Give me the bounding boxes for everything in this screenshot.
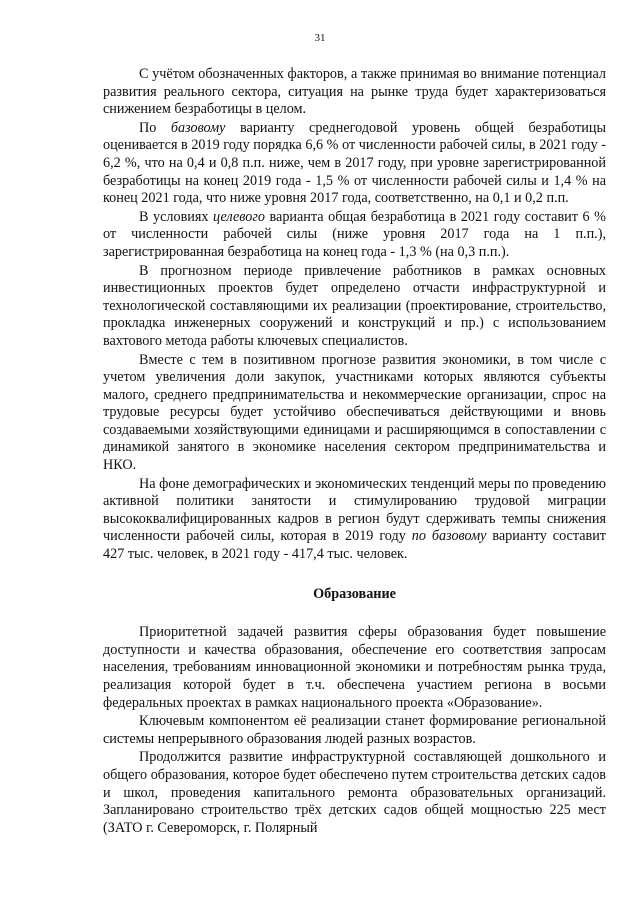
paragraph-text: варианту среднегодовой уровень общей безработицы оценивается в 2019 году порядка 6,6 % от численности рабочей силы, в 2021 году - 6,2 %, что на 0,4 и 0,8 п.п. ниже, чем в 2017 году, при уровне зарегистрированной безработицы на конец 2019 года - 1,5 % от численности рабочей силы и 1,4 % на конец 2021 года, что ниже уровня 2017 года, соответственно, на 0,1 и 0,2 п.п. [103,119,606,207]
paragraph-base-variant [103,120,606,208]
section-heading-education: Образование [313,585,396,602]
paragraph-text: На фоне демографических и экономических тенденций меры по проведению активной политики занятости и стимулированию трудовой миграции высококвалифицированных кадров в регион будут сдерживать темпы снижения численности рабочей силы, которая в 2019 году [103,475,606,545]
paragraph-education-priority: Приоритетной задачей развития сферы образования будет повышение доступности и качества образования, обеспечение его соответствия запросам населения, требованиям инновационной экономики и потребностям рынка труда, реализация которой будет в т.ч. обеспечена участием региона в восьми федеральных проектах в рамках национального проекта «Образование». [103,624,606,711]
document-body [103,66,606,837]
paragraph-infrastructure-development: Продолжится развитие инфраструктурной составляющей дошкольного и общего образования, которое будет обеспечено путем строительства детских садов и школ, проведения капитального ремонта образовательных организаций. Запланировано строительство трёх детских садов общей мощностью 225 мест (ЗАТО г. Североморск, г. Полярный [103,749,606,836]
paragraph-demographic-trends [103,476,606,564]
paragraph-key-component: Ключевым компонентом её реализации станет формирование региональной системы непрерывного образования людей разных возрастов. [103,713,606,747]
page-number: 31 [314,32,326,44]
paragraph-labor-market-outlook: С учётом обозначенных факторов, а также принимая во внимание потенциал развития реального сектора, ситуация на рынке труда будет характеризоваться снижением безработицы в целом. [103,66,606,118]
paragraph-text: варианту составит 427 тыс. человек, в 2021 году - 417,4 тыс. человек. [103,528,607,563]
italic-term: базовому [170,119,226,136]
paragraph-positive-forecast: Вместе с тем в позитивном прогнозе развития экономики, в том числе с учетом увеличения доли закупок, участниками которых являются субъекты малого, среднего предпринимательства и некоммерческие организации, спрос на трудовые ресурсы будет устойчиво обеспечиваться действующими и вновь создаваемыми хозяйствующими единицами и расширяющимся в сопоставлении с динамикой занятого в экономике населения сектором предпринимательства и НКО. [103,351,606,474]
paragraph-target-variant [103,209,606,262]
paragraph-text: По [139,119,171,136]
italic-term: по базовому [411,528,487,545]
paragraph-text: варианта общая безработица в 2021 году составит 6 % от численности рабочей силы (ниже уровня 2017 года на 1 п.п.), зарегистрированная безработица на конец года - 1,3 % (на 0,3 п.п.). [103,208,606,260]
italic-term: целевого [213,208,265,225]
paragraph-investment-projects: В прогнозном периоде привлечение работников в рамках основных инвестиционных проектов будет определено отчасти инфраструктурной и технологической составляющими их реализации (проектирование, строительство, прокладка инженерных сооружений и конструкций и пр.) с использованием вахтового метода работы ключевых специалистов. [103,262,606,349]
paragraph-text: В условиях [139,208,214,225]
